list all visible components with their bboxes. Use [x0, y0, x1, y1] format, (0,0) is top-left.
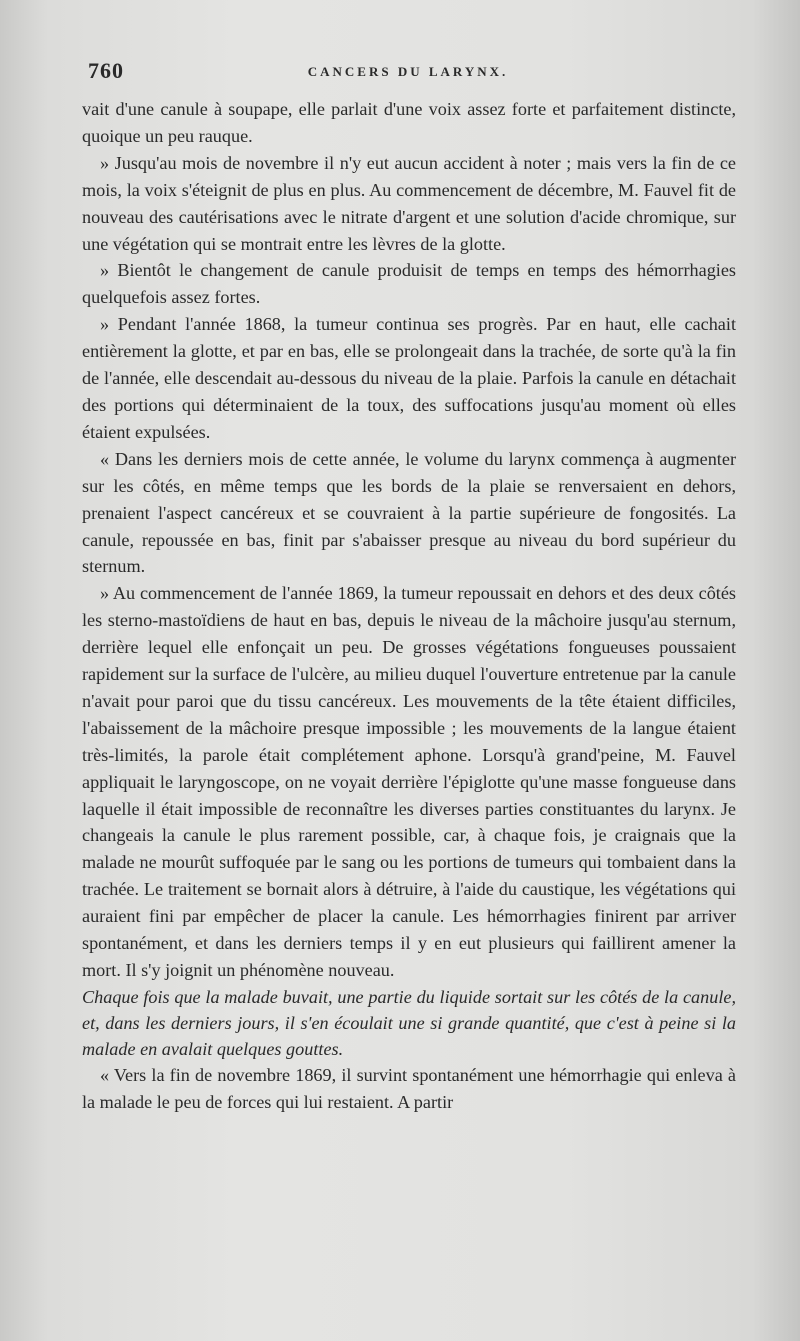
body-text [82, 96, 736, 1116]
paragraph: » Pendant l'année 1868, la tumeur continua ses progrès. Par en haut, elle cachait entièrement la glotte, et par en bas, elle se prolongeait dans la trachée, de sorte qu'à la fin de l'année, elle descendait au-dessous du niveau de la plaie. Parfois la canule en détachait des portions qui déterminaient de la toux, des suffocations jusqu'au moment où elles étaient expulsées. [82, 314, 736, 442]
paragraph-continuation: vait d'une canule à soupape, elle parlait d'une voix assez forte et parfaitement distincte, quoique un peu rauque. [82, 99, 736, 146]
paragraph: « Vers la fin de novembre 1869, il survint spontanément une hémorrhagie qui enleva à la malade le peu de forces qui lui restaient. A partir [82, 1064, 736, 1112]
italic-paragraph: Chaque fois que la malade buvait, une partie du liquide sortait sur les côtés de la canule, et, dans les derniers jours, il s'en écoulait une si grande quantité, que c'est à peine si la malade en avalait quelques gouttes. [82, 986, 736, 1059]
paragraph: » Jusqu'au mois de novembre il n'y eut aucun accident à noter ; mais vers la fin de ce mois, la voix s'éteignit de plus en plus. Au commencement de décembre, M. Fauvel fit de nouveau des cautérisations avec le nitrate d'argent et une solution d'acide chromique, sur une végétation qui se montrait entre les lèvres de la glotte. [82, 152, 736, 254]
page-number: 760 [88, 58, 124, 83]
paragraph: » Bientôt le changement de canule produisit de temps en temps des hémorrhagies quelquefois assez fortes. [82, 260, 736, 308]
running-head: CANCERS DU LARYNX. [307, 64, 509, 79]
paragraph: » Au commencement de l'année 1869, la tumeur repoussait en dehors et des deux côtés les sterno-mastoïdiens de haut en bas, depuis le niveau de la mâchoire jusqu'au sternum, derrière lequel elle enfonçait un peu. De grosses végétations fongueuses poussaient rapidement sur la surface de l'ulcère, au milieu duquel l'ouverture entretenue par la canule n'avait pour paroi que du tissu cancéreux. Les mouvements de la tête étaient difficiles, l'abaissement de la mâchoire presque impossible ; les mouvements de la langue étaient très-limités, la parole était complétement aphone. Lorsqu'à grand'peine, M. Fauvel appliquait le laryngoscope, on ne voyait derrière l'épiglotte qu'une masse fongueuse dans laquelle il était impossible de reconnaître les diverses parties constituantes du larynx. Je changeais la canule le plus rarement possible, car, à chaque fois, je craignais que la malade ne mourût suffoquée par le sang ou les portions de tumeurs qui tombaient dans la trachée. Le traitement se bornait alors à détruire, à l'aide du caustique, les végétations qui auraient fini par empêcher de placer la canule. Les hémorrhagies finirent par arriver spontanément, et dans les derniers temps il y en eut plusieurs qui faillirent amener la mort. Il s'y joignit un phénomène nouveau. [82, 583, 736, 980]
paragraph: « Dans les derniers mois de cette année, le volume du larynx commença à augmenter sur les côtés, en même temps que les bords de la plaie se renversaient en dehors, prenaient l'aspect cancéreux et se couvraient à la partie supérieure de fongosités. La canule, repoussée en bas, finit par s'abaisser presque au niveau du bord supérieur du sternum. [82, 448, 736, 577]
page-header [88, 58, 728, 88]
